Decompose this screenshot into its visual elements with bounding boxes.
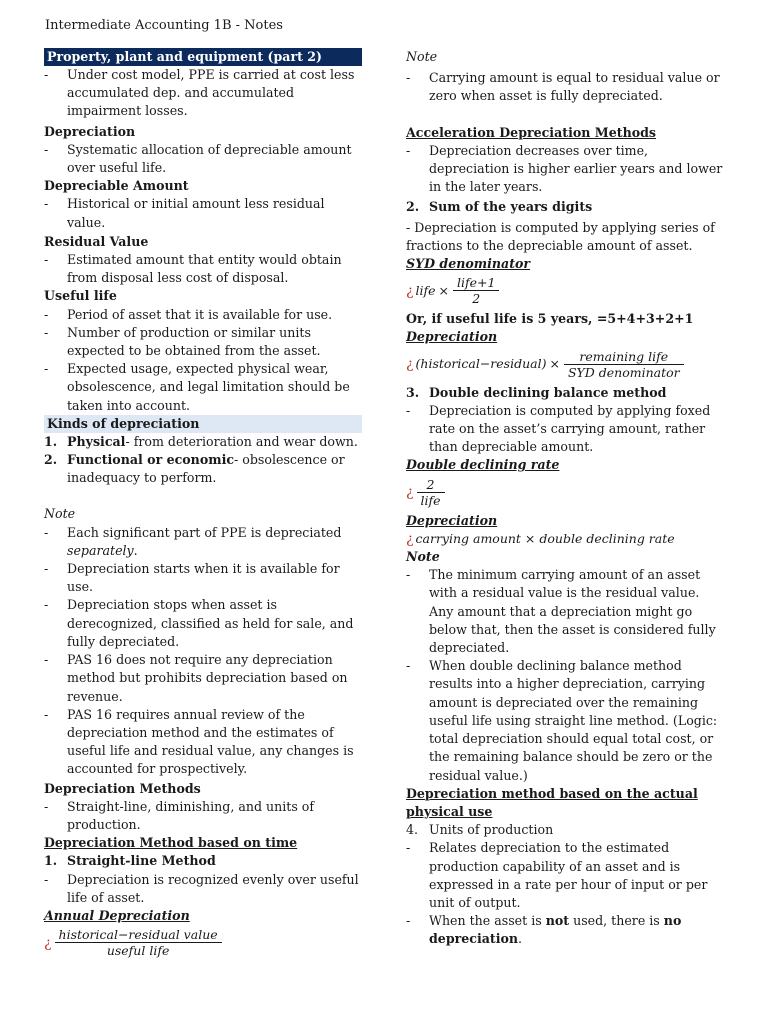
fraction (455, 275, 497, 306)
item-label: Straight-line Method (67, 853, 216, 869)
physical-use-heading: Depreciation method based on the actual physical use (406, 785, 698, 819)
numerator: historical−residual value (58, 927, 218, 943)
methods-list (44, 798, 362, 834)
ppe-section-header: Property, plant and equipment (part 2) (44, 48, 362, 66)
syd-depreciation-heading: Depreciation (406, 329, 498, 345)
list-item (44, 433, 362, 451)
depreciable-amount-list (44, 195, 362, 231)
list-item: - Expected usage, expected physical wear, obsolescence, and legal limitation should be taken into account. (44, 360, 362, 415)
right-column (406, 48, 724, 949)
straight-line-list (44, 852, 362, 870)
note-list (44, 524, 362, 779)
list-item: - Relates depreciation to the estimated production capability of an asset and is expressed in a rate per hour of input or per unit of output. (406, 839, 724, 912)
list-item (406, 384, 724, 402)
annual-depreciation-heading: Annual Depreciation (44, 907, 190, 923)
emphasis-text: separately (67, 542, 134, 558)
syd-denominator-formula (406, 275, 724, 306)
list-item: - Period of asset that it is available for use. (44, 306, 362, 324)
list-item: - Estimated amount that entity would obtain from disposal less cost of disposal. (44, 251, 362, 287)
list-item: - Under cost model, PPE is carried at cost less accumulated dep. and accumulated impairment losses. (44, 66, 362, 121)
acceleration-heading: Acceleration Depreciation Methods (406, 124, 657, 140)
note-heading: Note (44, 506, 76, 522)
annual-depreciation-formula (44, 927, 362, 958)
fraction (566, 349, 682, 380)
item-label: Units of production (429, 822, 554, 838)
formula-prefix: (historical−residual) (415, 356, 547, 372)
item-text: - obsolescence or inadequacy to perform. (67, 452, 345, 486)
ddb-rate-heading: Double declining rate (406, 457, 560, 473)
kinds-section-header: Kinds of depreciation (44, 415, 362, 433)
list-item (44, 451, 362, 487)
formula-marker: ¿ (406, 530, 414, 547)
list-item: - Depreciation starts when it is available for use. (44, 560, 362, 596)
syd-list (406, 198, 724, 216)
bold-text: not (545, 913, 570, 929)
useful-life-list (44, 306, 362, 415)
depreciation-heading: Depreciation (44, 123, 136, 139)
item-label: Physical (67, 433, 126, 449)
list-item (406, 821, 724, 839)
item-number: 2. (406, 199, 420, 215)
syd-depreciation-formula (406, 349, 724, 380)
list-item: - Depreciation is recognized evenly over useful life of asset. (44, 871, 362, 907)
list-item: - Historical or initial amount less residual value. (44, 195, 362, 231)
straight-line-notes (44, 871, 362, 907)
depreciable-amount-heading: Depreciable Amount (44, 178, 189, 194)
syd-description: - Depreciation is computed by applying series of fractions to the depreciable amount of asset. (406, 219, 715, 253)
item-number: 3. (406, 384, 420, 400)
formula-marker: ¿ (406, 484, 414, 501)
numerator: remaining life (579, 348, 669, 364)
item-label: Functional or economic (67, 452, 235, 468)
syd-denominator-heading: SYD denominator (406, 256, 531, 272)
list-item: - When double declining balance method results into a higher depreciation, carrying amount is depreciated over the remaining useful life using straight line method. (Logic: total depreciation should equal total cost, or the remaining balance should be zero or the residual value.) (406, 657, 724, 784)
residual-value-heading: Residual Value (44, 233, 149, 249)
formula-text: carrying amount × double declining rate (415, 530, 675, 546)
kinds-list (44, 433, 362, 488)
list-item (44, 852, 362, 870)
list-item: - PAS 16 does not require any depreciation method but prohibits depreciation based on revenue. (44, 651, 362, 706)
item-label: Double declining balance method (429, 384, 667, 400)
page-title: Intermediate Accounting 1B - Notes (45, 18, 283, 33)
ddb-list (406, 384, 724, 402)
note-heading: Note (406, 49, 438, 64)
list-item: - Systematic allocation of depreciable amount over useful life. (44, 141, 362, 177)
list-item: - Number of production or similar units expected to be obtained from the asset. (44, 324, 362, 360)
item-number: 2. (44, 452, 58, 468)
list-item: - When the asset is not used, there is no depreciation. (406, 912, 724, 948)
list-item: - Depreciation decreases over time, depreciation is higher earlier years and lower in the later years. (406, 142, 724, 197)
methods-heading: Depreciation Methods (44, 780, 201, 796)
useful-life-heading: Useful life (44, 288, 117, 304)
bold-text: no depreciation (429, 913, 682, 947)
list-item: - Depreciation stops when asset is derecognized, classified as held for sale, and fully depreciated. (44, 596, 362, 651)
time-method-heading: Depreciation Method based on time (44, 835, 298, 851)
formula-marker: ¿ (406, 282, 414, 299)
ddb-depreciation-heading: Depreciation (406, 512, 498, 528)
list-item: - Straight-line, diminishing, and units of production. (44, 798, 362, 834)
ddb-rate-formula (406, 477, 724, 508)
denominator: SYD denominator (564, 364, 684, 380)
syd-example: Or, if useful life is 5 years, =5+4+3+2+1 (406, 311, 694, 327)
times-sign: × (438, 282, 450, 298)
times-sign: × (549, 356, 560, 372)
residual-value-list (44, 251, 362, 287)
list-item: - Depreciation is computed by applying foxed rate on the asset’s carrying amount, rather than depreciable amount. (406, 402, 724, 457)
denominator: life (417, 492, 445, 508)
ppe-list (44, 66, 362, 121)
note-list (406, 66, 724, 105)
fraction (57, 927, 220, 958)
uop-list (406, 821, 724, 839)
item-text: - from deterioration and wear down. (125, 433, 358, 449)
formula-prefix: life (415, 282, 436, 298)
denominator: useful life (55, 942, 222, 958)
formula-marker: ¿ (406, 356, 414, 373)
item-number: 1. (44, 433, 58, 449)
list-item (406, 198, 724, 216)
left-column (44, 48, 362, 962)
ddb-depreciation-formula (406, 530, 724, 548)
ddb-notes (406, 402, 724, 457)
numerator: life+1 (457, 275, 496, 291)
list-item: - The minimum carrying amount of an asset with a residual value is the residual value. Any amount that a depreciation might go below that, then the asset is considered fully depreciated. (406, 566, 724, 657)
item-label: Sum of the years digits (429, 199, 593, 215)
list-item: - PAS 16 requires annual review of the depreciation method and the estimates of useful life and residual value, any changes is accounted for prospectively. (44, 706, 362, 779)
numerator: 2 (426, 476, 435, 492)
denominator: 2 (453, 290, 499, 306)
acceleration-list (406, 142, 724, 197)
uop-notes (406, 839, 724, 948)
list-item: - Carrying amount is equal to residual value or zero when asset is fully depreciated. (406, 69, 724, 105)
fraction (419, 477, 443, 508)
item-number: 4. (406, 822, 419, 838)
formula-marker: ¿ (44, 934, 52, 951)
note-list (406, 566, 724, 784)
list-item: - Each significant part of PPE is depreciated separately. (44, 524, 362, 560)
depreciation-list (44, 141, 362, 177)
item-number: 1. (44, 853, 58, 869)
note-heading: Note (406, 549, 440, 565)
